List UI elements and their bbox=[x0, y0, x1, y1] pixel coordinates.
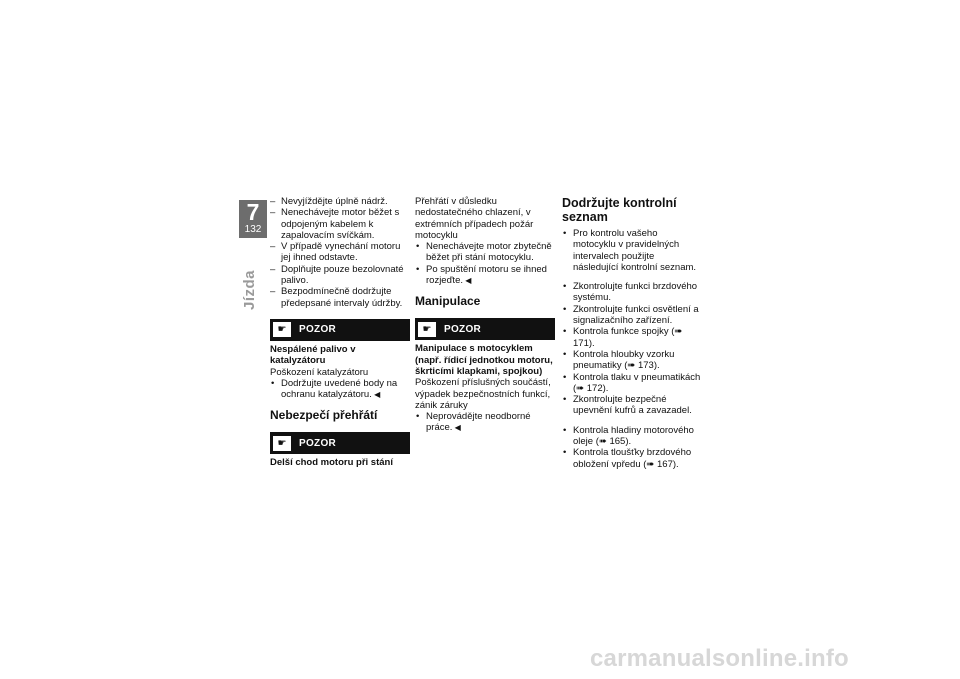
column-2 bbox=[415, 196, 555, 434]
warning-title: Nespálené palivo v katalyzátoru bbox=[270, 343, 356, 367]
chapter-number: 7 bbox=[246, 199, 260, 225]
list-item: • Kontrola hladiny motorového oleje (➠ 165). bbox=[562, 425, 702, 448]
list-item: – Nenechávejte motor běžet s odpojeným kabelem k zapalovacím svíčkám. bbox=[270, 207, 410, 241]
watermark: carmanualsonline.info bbox=[590, 645, 849, 672]
list-item: • Nenechávejte motor zbytečně běžet při stání motocyklu. bbox=[415, 241, 555, 264]
list-item: • Pro kontrolu vašeho motocyklu v pravidelných intervalech použijte následující kontrolní seznam. bbox=[562, 228, 702, 273]
bullet-list bbox=[270, 378, 410, 401]
list-item: • Kontrola tloušťky brzdového obložení vpředu (➠ 167). bbox=[562, 447, 702, 470]
warning-banner bbox=[270, 432, 410, 454]
bullet-list bbox=[415, 411, 555, 434]
paragraph: Přehřátí v důsledku nedostatečného chlazení, v extrémních případech požár motocyklu bbox=[415, 196, 534, 241]
list-item: • Zkontrolujte funkci brzdového systému. bbox=[562, 281, 702, 304]
list-item: • Kontrola hloubky vzorku pneumatiky (➠ 173). bbox=[562, 349, 702, 372]
list-item: – Nevyjíždějte úplně nádrž. bbox=[270, 196, 410, 207]
warning-label: POZOR bbox=[444, 323, 482, 335]
warning-body: Poškození příslušných součástí, výpadek bezpečnostních funkcí, zánik záruky bbox=[415, 377, 551, 411]
warning-title: Manipulace s motocyklem (např. řídicí jednotkou motoru, škrticími klapkami, spojkou) bbox=[415, 343, 553, 377]
warning-banner bbox=[415, 318, 555, 340]
warning-hand-icon: ☛ bbox=[273, 436, 291, 451]
chapter-title: Jízda bbox=[241, 269, 258, 310]
warning-hand-icon: ☛ bbox=[273, 322, 291, 337]
list-item: • Neprovádějte neodborné práce. ◀ bbox=[415, 411, 555, 434]
warning-hand-icon: ☛ bbox=[418, 322, 436, 337]
warning-label: POZOR bbox=[299, 437, 337, 449]
warning-label: POZOR bbox=[299, 324, 337, 336]
chapter-marker bbox=[239, 200, 267, 238]
list-item: – Bezpodmínečně dodržujte předepsané intervaly údržby. bbox=[270, 286, 410, 309]
warning-title: Delší chod motoru při stání bbox=[270, 457, 393, 469]
column-1 bbox=[270, 196, 410, 469]
list-item: – Doplňujte pouze bezolovnaté palivo. bbox=[270, 264, 410, 287]
bullet-list bbox=[415, 241, 555, 286]
list-item: • Kontrola tlaku v pneumatikách (➠ 172). bbox=[562, 372, 702, 395]
section-heading: Dodržujte kontrolní seznam bbox=[562, 196, 677, 224]
section-heading: Manipulace bbox=[415, 294, 481, 309]
list-item: • Kontrola funkce spojky (➠ 171). bbox=[562, 326, 702, 349]
page-number: 132 bbox=[244, 224, 262, 235]
list-item: – V případě vynechání motoru jej ihned odstavte. bbox=[270, 241, 410, 264]
bullet-list bbox=[562, 425, 702, 470]
bullet-list bbox=[562, 281, 702, 417]
section-heading: Nebezpečí přehřátí bbox=[270, 408, 378, 423]
warning-banner bbox=[270, 319, 410, 341]
warning-body: Poškození katalyzátoru bbox=[270, 366, 369, 378]
bullet-list bbox=[562, 228, 702, 273]
list-item: • Zkontrolujte funkci osvětlení a signalizačního zařízení. bbox=[562, 304, 702, 327]
column-3 bbox=[562, 196, 702, 470]
list-item: • Po spuštění motoru se ihned rozjeďte. ◀ bbox=[415, 264, 555, 287]
list-item: • Dodržujte uvedené body na ochranu katalyzátoru. ◀ bbox=[270, 378, 410, 401]
dash-list bbox=[270, 196, 410, 309]
list-item: • Zkontrolujte bezpečné upevnění kufrů a zavazadel. bbox=[562, 394, 702, 417]
